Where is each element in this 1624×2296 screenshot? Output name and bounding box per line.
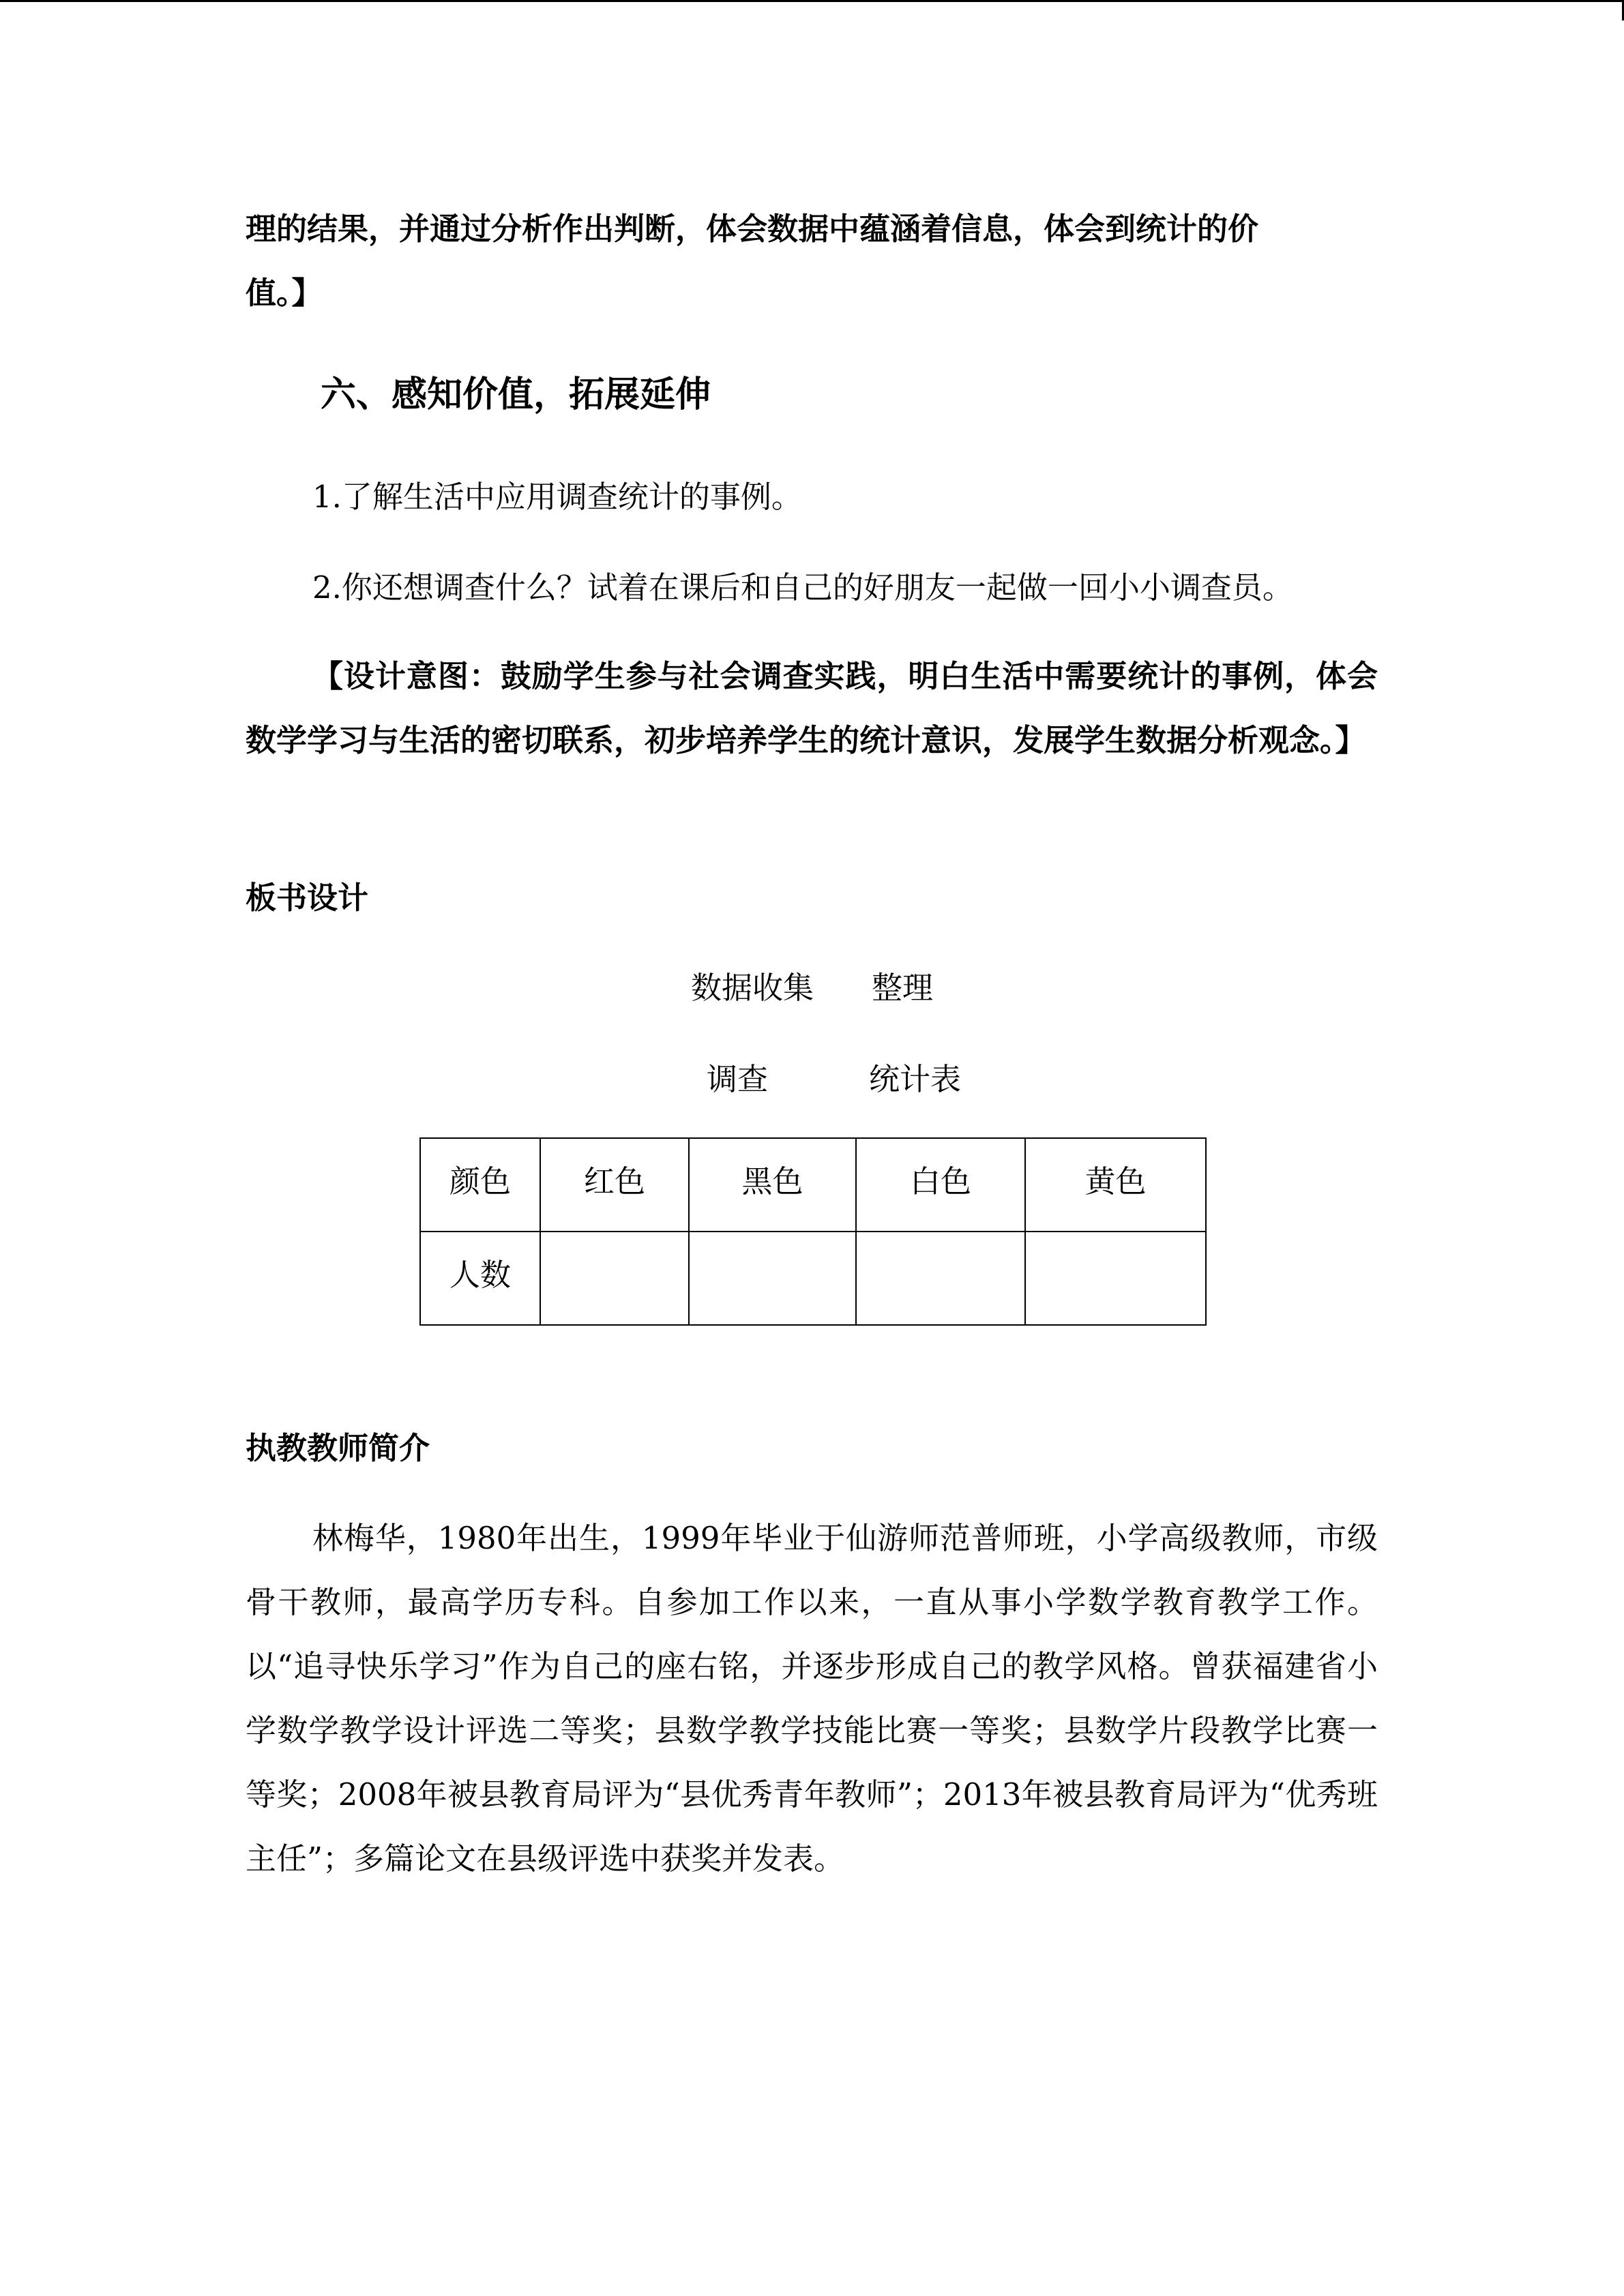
board-design-title: 板书设计 [246,880,369,916]
table-row-label: 人数 [420,1232,540,1325]
section-heading: 六、感知价值，拓展延伸 [321,374,711,415]
intro-line-2: 值。】 [246,275,323,311]
table-header-row [420,1138,1206,1232]
table-header-cell: 黄色 [1025,1138,1206,1232]
table-header-cell: 红色 [540,1138,689,1232]
board-line2-left: 调查 [707,1061,769,1097]
table-header-cell: 黑色 [689,1138,856,1232]
teacher-intro-title: 执教教师简介 [246,1430,430,1466]
teacher-bio-paragraph: 林梅华，1980年出生，1999年毕业于仙游师范普师班，小学高级教师，市级骨干教师，最高学历专科。自参加工作以来，一直从事小学数学教育教学工作。以“追寻快乐学习”作为自己的座右铭，并逐步形成自己的教学风格。曾获福建省小学数学教学设计评选二等奖；县数学教学技能比赛一等奖；县数学片段教学比赛一等奖；2008年被县教育局评为“县优秀青年教师”；2013年被县教育局评为“优秀班主任”；多篇论文在县级评选中获奖并发表。 [246,1520,1378,1877]
table-header-cell: 颜色 [420,1138,540,1232]
table-header-cell: 白色 [856,1138,1025,1232]
board-line1-right: 整理 [872,970,934,1006]
list-item-2: 2.你还想调查什么？试着在课后和自己的好朋友一起做一回小小调查员。 [312,569,1293,606]
design-intent-paragraph: 【设计意图：鼓励学生参与社会调查实践，明白生活中需要统计的事例，体会数学学习与生活的密切联系，初步培养学生的统计意识，发展学生数据分析观念。】 [246,658,1378,758]
list-item-1: 1.了解生活中应用调查统计的事例。 [312,479,802,515]
intro-line-1: 理的结果，并通过分析作出判断，体会数据中蕴涵着信息，体会到统计的价 [246,211,1259,247]
table-cell [540,1232,689,1325]
table-cell [856,1232,1025,1325]
board-line1-left: 数据收集 [691,970,814,1006]
table-row [420,1232,1206,1325]
board-line2-right: 统计表 [869,1061,962,1097]
statistics-table [419,1137,1207,1326]
page-top-border [0,0,1624,2]
table-cell [1025,1232,1206,1325]
table-cell [689,1232,856,1325]
